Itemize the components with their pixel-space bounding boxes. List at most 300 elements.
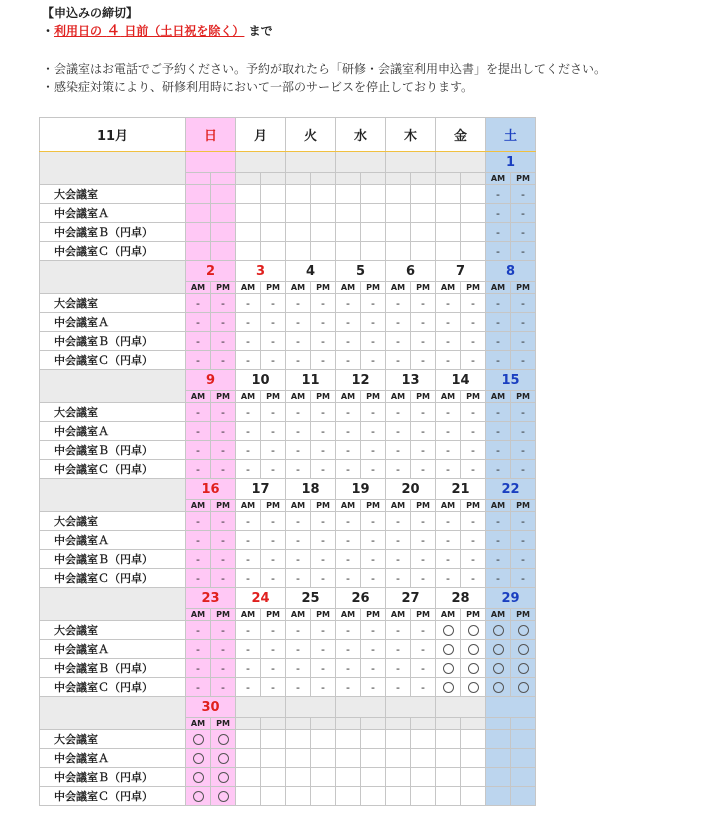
am-label: AM <box>386 391 411 403</box>
slot-cell: - <box>236 332 261 351</box>
available-circle-icon <box>193 772 204 783</box>
slot-cell: - <box>186 313 211 332</box>
pm-label: PM <box>211 391 236 403</box>
room-label: 中会議室Ａ <box>40 422 186 441</box>
pm-label <box>461 173 486 185</box>
room-calendar-table <box>39 117 536 806</box>
available-circle-icon <box>193 734 204 745</box>
slot-cell <box>461 768 486 787</box>
slot-cell: - <box>261 678 286 697</box>
slot-cell: - <box>261 621 286 640</box>
slot-cell <box>211 185 236 204</box>
room-label: 大会議室 <box>40 621 186 640</box>
slot-cell: - <box>286 422 311 441</box>
slot-cell: - <box>311 422 336 441</box>
pm-label: PM <box>311 609 336 621</box>
slot-cell <box>411 787 436 806</box>
slot-cell <box>261 730 286 749</box>
week-1-room-row <box>40 313 536 332</box>
pm-label: PM <box>411 282 436 294</box>
slot-cell: - <box>461 512 486 531</box>
slot-cell <box>461 223 486 242</box>
pm-label: PM <box>361 282 386 294</box>
slot-cell: - <box>461 403 486 422</box>
week-2-day-row <box>40 370 536 391</box>
day-number: 7 <box>436 261 486 282</box>
am-label: AM <box>286 282 311 294</box>
room-label: 中会議室Ｃ（円卓） <box>40 242 186 261</box>
am-label: AM <box>436 391 461 403</box>
slot-cell: - <box>361 531 386 550</box>
pm-label: PM <box>361 500 386 512</box>
notes-section <box>42 4 606 96</box>
available-circle-icon <box>493 663 504 674</box>
slot-cell: - <box>436 294 461 313</box>
am-label: AM <box>186 282 211 294</box>
pm-label: PM <box>261 282 286 294</box>
weekday-3: 水 <box>336 118 386 152</box>
slot-cell <box>311 768 336 787</box>
slot-cell <box>311 787 336 806</box>
slot-cell: - <box>336 351 361 370</box>
slot-cell <box>336 787 361 806</box>
slot-cell <box>186 185 211 204</box>
am-label <box>236 173 261 185</box>
slot-cell: - <box>311 659 336 678</box>
room-label: 中会議室Ｂ（円卓） <box>40 550 186 569</box>
slot-cell <box>511 749 536 768</box>
slot-cell: - <box>486 569 511 588</box>
am-label <box>286 173 311 185</box>
slot-cell <box>261 242 286 261</box>
slot-cell <box>386 730 411 749</box>
slot-cell: - <box>211 313 236 332</box>
slot-cell: - <box>436 422 461 441</box>
slot-cell[interactable] <box>461 678 486 697</box>
slot-cell: - <box>186 351 211 370</box>
slot-cell <box>286 204 311 223</box>
pm-label: PM <box>311 500 336 512</box>
slot-cell <box>436 185 461 204</box>
slot-cell: - <box>411 422 436 441</box>
day-number: 18 <box>286 479 336 500</box>
slot-cell: - <box>186 531 211 550</box>
available-circle-icon <box>518 625 529 636</box>
pm-label <box>261 173 286 185</box>
slot-cell: - <box>511 223 536 242</box>
day-number <box>236 152 286 173</box>
pm-label: PM <box>211 282 236 294</box>
slot-cell: - <box>211 640 236 659</box>
slot-cell[interactable] <box>186 749 211 768</box>
slot-cell: - <box>311 403 336 422</box>
day-number: 21 <box>436 479 486 500</box>
available-circle-icon <box>443 663 454 674</box>
slot-cell <box>511 787 536 806</box>
slot-cell[interactable] <box>486 659 511 678</box>
week-3-room-row <box>40 550 536 569</box>
slot-cell: - <box>436 550 461 569</box>
am-label: AM <box>486 500 511 512</box>
am-label: AM <box>436 500 461 512</box>
week-2-room-row <box>40 460 536 479</box>
slot-cell: - <box>186 569 211 588</box>
slot-cell: - <box>461 351 486 370</box>
slot-cell: - <box>311 313 336 332</box>
slot-cell[interactable] <box>186 787 211 806</box>
slot-cell: - <box>361 678 386 697</box>
slot-cell[interactable] <box>511 640 536 659</box>
slot-cell: - <box>511 569 536 588</box>
slot-cell: - <box>261 422 286 441</box>
slot-cell: - <box>286 659 311 678</box>
room-label: 中会議室Ａ <box>40 531 186 550</box>
slot-cell[interactable] <box>461 621 486 640</box>
slot-cell: - <box>386 313 411 332</box>
month-label: 11月 <box>40 118 186 152</box>
am-label <box>236 718 261 730</box>
slot-cell <box>511 768 536 787</box>
slot-cell[interactable] <box>211 749 236 768</box>
week-0-day-row <box>40 152 536 173</box>
slot-cell: - <box>286 621 311 640</box>
slot-cell: - <box>511 351 536 370</box>
deadline-title: 【申込みの締切】 <box>42 6 139 20</box>
slot-cell <box>436 204 461 223</box>
am-label: AM <box>486 173 511 185</box>
slot-cell[interactable] <box>486 640 511 659</box>
slot-cell: - <box>236 569 261 588</box>
slot-cell: - <box>211 332 236 351</box>
slot-cell[interactable] <box>436 659 461 678</box>
am-label: AM <box>186 500 211 512</box>
am-label: AM <box>336 500 361 512</box>
day-number: 13 <box>386 370 436 391</box>
slot-cell <box>311 223 336 242</box>
available-circle-icon <box>218 753 229 764</box>
slot-cell: - <box>411 531 436 550</box>
slot-cell: - <box>436 332 461 351</box>
slot-cell: - <box>461 332 486 351</box>
slot-cell: - <box>411 678 436 697</box>
slot-cell[interactable] <box>461 640 486 659</box>
slot-cell <box>286 223 311 242</box>
day-number: 5 <box>336 261 386 282</box>
day-number: 3 <box>236 261 286 282</box>
am-label: AM <box>486 609 511 621</box>
slot-cell: - <box>411 550 436 569</box>
available-circle-icon <box>493 625 504 636</box>
slot-cell: - <box>311 678 336 697</box>
available-circle-icon <box>518 682 529 693</box>
pm-label: PM <box>261 609 286 621</box>
slot-cell: - <box>486 403 511 422</box>
slot-cell[interactable] <box>436 678 461 697</box>
slot-cell: - <box>311 294 336 313</box>
slot-cell: - <box>361 441 386 460</box>
pm-label <box>211 173 236 185</box>
slot-cell <box>236 204 261 223</box>
pm-label <box>361 718 386 730</box>
slot-cell: - <box>436 313 461 332</box>
slot-cell: - <box>511 512 536 531</box>
slot-cell <box>186 204 211 223</box>
slot-cell: - <box>461 313 486 332</box>
available-circle-icon <box>493 682 504 693</box>
deadline-days: ４ <box>106 23 121 39</box>
room-label: 大会議室 <box>40 730 186 749</box>
slot-cell[interactable] <box>186 768 211 787</box>
slot-cell <box>436 223 461 242</box>
am-label: AM <box>286 391 311 403</box>
slot-cell: - <box>211 403 236 422</box>
deadline-line <box>42 22 606 40</box>
week-0-room-row <box>40 185 536 204</box>
pm-label <box>411 718 436 730</box>
slot-cell[interactable] <box>511 659 536 678</box>
slot-cell: - <box>386 441 411 460</box>
slot-cell <box>336 730 361 749</box>
slot-cell: - <box>261 294 286 313</box>
room-label: 中会議室Ｃ（円卓） <box>40 460 186 479</box>
am-label <box>336 718 361 730</box>
slot-cell[interactable] <box>486 678 511 697</box>
room-label: 中会議室Ｂ（円卓） <box>40 332 186 351</box>
slot-cell: - <box>361 294 386 313</box>
room-label: 大会議室 <box>40 512 186 531</box>
slot-cell: - <box>411 313 436 332</box>
slot-cell <box>261 768 286 787</box>
day-number <box>336 152 386 173</box>
slot-cell <box>411 185 436 204</box>
week-3-room-row <box>40 531 536 550</box>
slot-cell: - <box>211 422 236 441</box>
day-number: 15 <box>486 370 536 391</box>
slot-cell: - <box>361 621 386 640</box>
pm-label: PM <box>461 500 486 512</box>
slot-cell: - <box>236 678 261 697</box>
slot-cell: - <box>411 332 436 351</box>
slot-cell <box>236 242 261 261</box>
slot-cell: - <box>311 531 336 550</box>
room-label: 中会議室Ｂ（円卓） <box>40 659 186 678</box>
slot-cell: - <box>186 332 211 351</box>
pm-label: PM <box>511 609 536 621</box>
slot-cell: - <box>236 640 261 659</box>
pm-label: PM <box>411 500 436 512</box>
day-number: 23 <box>186 588 236 609</box>
slot-cell: - <box>386 659 411 678</box>
slot-cell <box>486 768 511 787</box>
week-4-room-row <box>40 640 536 659</box>
slot-cell: - <box>511 550 536 569</box>
slot-cell: - <box>186 550 211 569</box>
slot-cell: - <box>511 403 536 422</box>
am-label: AM <box>336 609 361 621</box>
slot-cell: - <box>336 550 361 569</box>
slot-cell <box>286 242 311 261</box>
slot-cell: - <box>511 332 536 351</box>
room-label: 中会議室Ｃ（円卓） <box>40 678 186 697</box>
slot-cell: - <box>336 621 361 640</box>
slot-cell: - <box>486 294 511 313</box>
pm-label: PM <box>511 173 536 185</box>
slot-cell: - <box>186 460 211 479</box>
week-1-room-row <box>40 294 536 313</box>
am-label: AM <box>236 391 261 403</box>
slot-cell <box>261 185 286 204</box>
day-number: 6 <box>386 261 436 282</box>
available-circle-icon <box>468 663 479 674</box>
am-label: AM <box>386 500 411 512</box>
pm-label <box>361 173 386 185</box>
am-label: AM <box>386 609 411 621</box>
slot-cell: - <box>461 441 486 460</box>
slot-cell <box>261 749 286 768</box>
slot-cell: - <box>386 569 411 588</box>
slot-cell: - <box>486 332 511 351</box>
slot-cell[interactable] <box>511 621 536 640</box>
am-label <box>486 718 511 730</box>
slot-cell: - <box>311 550 336 569</box>
pm-label: PM <box>511 282 536 294</box>
slot-cell: - <box>236 512 261 531</box>
slot-cell[interactable] <box>486 621 511 640</box>
slot-cell: - <box>311 460 336 479</box>
week-1-day-row <box>40 261 536 282</box>
slot-cell: - <box>461 422 486 441</box>
slot-cell <box>386 204 411 223</box>
week-0-room-row <box>40 204 536 223</box>
slot-cell: - <box>511 531 536 550</box>
week-label-blank <box>40 261 186 294</box>
slot-cell <box>236 749 261 768</box>
am-label: AM <box>186 718 211 730</box>
week-4-day-row <box>40 588 536 609</box>
room-label: 中会議室Ｃ（円卓） <box>40 569 186 588</box>
slot-cell: - <box>461 550 486 569</box>
slot-cell: - <box>311 640 336 659</box>
day-number: 22 <box>486 479 536 500</box>
slot-cell: - <box>311 621 336 640</box>
slot-cell: - <box>486 460 511 479</box>
week-3-room-row <box>40 512 536 531</box>
slot-cell: - <box>261 441 286 460</box>
pm-label <box>411 173 436 185</box>
slot-cell <box>261 223 286 242</box>
slot-cell <box>186 223 211 242</box>
slot-cell[interactable] <box>436 640 461 659</box>
slot-cell <box>186 242 211 261</box>
slot-cell: - <box>286 678 311 697</box>
slot-cell[interactable] <box>211 768 236 787</box>
pm-label: PM <box>461 391 486 403</box>
slot-cell: - <box>186 678 211 697</box>
pm-label: PM <box>261 391 286 403</box>
slot-cell[interactable] <box>511 678 536 697</box>
pm-label: PM <box>211 500 236 512</box>
slot-cell: - <box>286 332 311 351</box>
slot-cell[interactable] <box>211 730 236 749</box>
slot-cell: - <box>286 313 311 332</box>
slot-cell: - <box>361 313 386 332</box>
day-number <box>336 697 386 718</box>
am-label <box>286 718 311 730</box>
am-label: AM <box>436 609 461 621</box>
slot-cell <box>436 787 461 806</box>
slot-cell <box>211 223 236 242</box>
slot-cell: - <box>486 512 511 531</box>
slot-cell: - <box>211 460 236 479</box>
slot-cell[interactable] <box>461 659 486 678</box>
slot-cell <box>286 185 311 204</box>
pm-label <box>311 173 336 185</box>
week-5-room-row <box>40 749 536 768</box>
room-label: 中会議室Ａ <box>40 313 186 332</box>
slot-cell[interactable] <box>436 621 461 640</box>
slot-cell[interactable] <box>186 730 211 749</box>
available-circle-icon <box>193 791 204 802</box>
slot-cell[interactable] <box>211 787 236 806</box>
slot-cell: - <box>211 294 236 313</box>
slot-cell: - <box>236 621 261 640</box>
slot-cell <box>211 204 236 223</box>
day-number: 20 <box>386 479 436 500</box>
deadline-red-a: 利用日の <box>54 24 103 38</box>
slot-cell <box>361 223 386 242</box>
slot-cell <box>336 749 361 768</box>
slot-cell <box>236 185 261 204</box>
day-number: 19 <box>336 479 386 500</box>
slot-cell <box>311 204 336 223</box>
pm-label: PM <box>361 391 386 403</box>
slot-cell: - <box>211 659 236 678</box>
slot-cell: - <box>486 550 511 569</box>
week-0-room-row <box>40 242 536 261</box>
week-2-room-row <box>40 403 536 422</box>
day-number: 27 <box>386 588 436 609</box>
slot-cell: - <box>311 441 336 460</box>
weekday-2: 火 <box>286 118 336 152</box>
slot-cell: - <box>486 441 511 460</box>
slot-cell: - <box>186 403 211 422</box>
slot-cell: - <box>411 294 436 313</box>
slot-cell: - <box>336 422 361 441</box>
week-1-room-row <box>40 351 536 370</box>
slot-cell: - <box>261 351 286 370</box>
am-label: AM <box>286 500 311 512</box>
slot-cell: - <box>211 441 236 460</box>
slot-cell: - <box>436 531 461 550</box>
available-circle-icon <box>518 644 529 655</box>
slot-cell: - <box>511 294 536 313</box>
am-label <box>436 173 461 185</box>
slot-cell: - <box>361 351 386 370</box>
slot-cell: - <box>211 531 236 550</box>
slot-cell: - <box>511 185 536 204</box>
available-circle-icon <box>443 682 454 693</box>
slot-cell: - <box>486 351 511 370</box>
note-infection: ・感染症対策により、研修利用時において一部のサービスを停止しております。 <box>42 80 474 94</box>
slot-cell: - <box>436 441 461 460</box>
slot-cell: - <box>261 313 286 332</box>
slot-cell <box>461 730 486 749</box>
day-number: 10 <box>236 370 286 391</box>
slot-cell: - <box>236 313 261 332</box>
day-number <box>286 697 336 718</box>
pm-label <box>511 718 536 730</box>
weekday-1: 月 <box>236 118 286 152</box>
